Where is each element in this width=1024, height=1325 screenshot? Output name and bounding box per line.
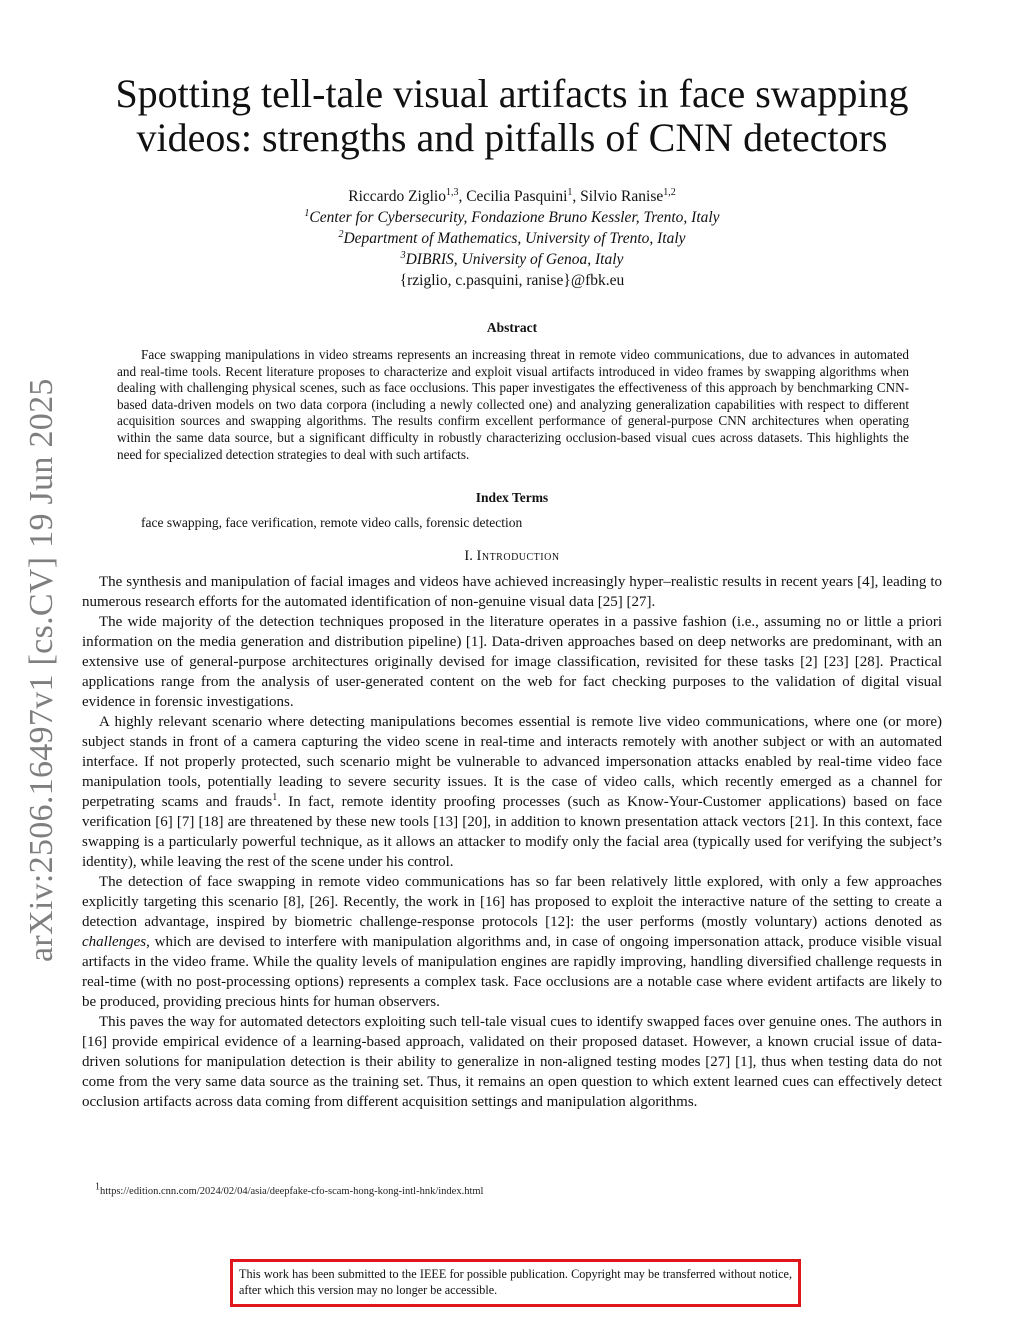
affiliation <box>82 228 942 249</box>
paragraph: The synthesis and manipulation of facial images and videos have achieved increasingly hyper–realistic results in recent years [4], leading to numerous research efforts for the automated identification of non-genuine visual data [25] [27]. <box>82 574 942 610</box>
title-line-2: videos: strengths and pitfalls of CNN detectors <box>136 115 888 160</box>
author-affiliation-marker: 1 <box>567 186 573 198</box>
author-name: Silvio Ranise <box>580 188 664 205</box>
index-terms-text: face swapping, face verification, remote video calls, forensic detection <box>141 515 523 530</box>
title-line-1: Spotting tell-tale visual artifacts in face swapping <box>115 71 909 116</box>
affiliation-text: Department of Mathematics, University of Trento, Italy <box>343 230 686 247</box>
affiliation-marker: 3 <box>400 249 406 261</box>
author-name: Riccardo Ziglio <box>348 188 446 205</box>
author-emails: {rziglio, c.pasquini, ranise}@fbk.eu <box>399 272 625 289</box>
paragraph <box>82 872 942 1012</box>
paragraph: This paves the way for automated detectors exploiting such tell-tale visual cues to identify swapped faces over genuine ones. The authors in [16] provide empirical evidence of a learning-based approach, validated on their proposed dataset. However, a known crucial issue of data-driven solutions for manipulation detection is their ability to generalize in non-aligned testing modes [27] [1], thus when testing data do not come from the very same data source as the training set. Thus, it remains an open question to which extent learned cues can effectively detect occlusion artifacts across data coming from different acquisition settings and manipulation algorithms. <box>82 1014 942 1110</box>
affiliation-text: DIBRIS, University of Genoa, Italy <box>405 251 624 268</box>
affiliation-text: Center for Cybersecurity, Fondazione Bruno Kessler, Trento, Italy <box>309 209 720 226</box>
footnote-marker: 1 <box>272 792 278 803</box>
author-list: Riccardo Ziglio$^{1,3}$, Cecilia Pasquini$^1$, Silvio Ranise$^{1,2}$ <box>348 186 676 205</box>
author-affiliation-marker: 1,3 <box>445 186 459 198</box>
author-affiliation-marker: 1,2 <box>663 186 676 198</box>
arxiv-identifier: arXiv:2506.16497v1 [cs.CV] 19 Jun 2025 <box>23 378 60 962</box>
section-number: I. <box>464 548 473 564</box>
paragraph-text: , which are devised to interfere with manipulation algorithms and, in case of ongoing impersonation attack, produce visible visual artifacts in the video frame. While the quality levels of manipulation engines are rapidly improving, handling diversified challenge requests in real-time (with no post-processing options) represents a complex task. Face occlusions are a notable case where evident artifacts are likely to be produced, providing precious hints for human observers. <box>82 934 942 1010</box>
footnote-link[interactable]: https://edition.cnn.com/2024/02/04/asia/deepfake-cfo-scam-hong-kong-intl-hnk/index.html <box>100 1186 484 1197</box>
paragraph-text: A highly relevant scenario where detecting manipulations becomes essential is remote live video communications, where one (or more) subject stands in front of a camera capturing the video scene in real-time and interacts remotely with another subject or with an automated interface. If not properly protected, such scenario might be vulnerable to advanced impersonation attacks enabled by real-time video face manipulation tools, potentially leading to severe security issues. It is the case of video calls, which recently emerged as a channel for perpetrating scams and frauds <box>82 714 942 810</box>
section-heading-introduction <box>82 548 942 565</box>
introduction-body <box>82 572 942 1112</box>
footnote <box>95 1181 484 1197</box>
abstract-heading: Abstract <box>486 320 538 335</box>
abstract-text: Face swapping manipulations in video streams represents an increasing threat in remote video communications, due to advances in automated and real-time tools. Recent literature proposes to characterize and exploit visual artifacts introduced in video frames by swapping algorithms when dealing with challenging physical scenes, such as face occlusions. This paper investigates the effectiveness of this approach by benchmarking CNN-based data-driven models on two data corpora (including a newly collected one) and analyzing generalization capabilities with respect to different acquisition sources and swapping algorithms. The results confirm excellent performance of general-purpose CNN architectures when operating within the same data source, but a significant difficulty in robustly characterizing occlusion-based visual cues across datasets. This highlights the need for specialized detection strategies to deal with such artifacts. <box>117 347 909 462</box>
index-terms-heading: Index Terms <box>475 490 549 505</box>
affiliation <box>82 249 942 270</box>
paragraph-text: . In fact, remote identity proofing processes (such as Know-Your-Customer applications) based on face verification [6] [7] [18] are threatened by these new tools [13] [20], in addition to known presentation attack vectors [21]. In this context, face swapping is a particularly powerful technique, as it allows an attacker to modify only the facial area (typically used for verifying the subject’s identity), while leaving the rest of the scene under his control. <box>82 794 942 870</box>
affiliation <box>82 207 942 228</box>
author-name: Cecilia Pasquini <box>466 188 568 205</box>
affiliation-marker: 1 <box>304 207 310 219</box>
footnote-marker: 1 <box>95 1181 100 1193</box>
paper-title <box>82 72 942 160</box>
paragraph-text: The detection of face swapping in remote video communications has so far been relatively little explored, with only a few approaches explicitly targeting this scenario [8], [26]. Recently, the work in [16] has proposed to exploit the interactive nature of the setting to create a detection advantage, inspired by biometric challenge-response protocols [12]: the user performs (mostly voluntary) actions denoted as <box>82 874 942 930</box>
affiliation-marker: 2 <box>338 228 344 240</box>
paragraph: The wide majority of the detection techniques proposed in the literature operates in a passive fashion (i.e., assuming no or little a priori information on the media generation and distribution pipeline) [1]. Data-driven approaches based on deep networks are predominant, with an extensive use of general-purpose architectures originally devised for image classification, revisited for these tasks [2] [23] [28]. Practical applications range from the analysis of user-generated content on the web for fact checking purposes to the validation of digital visual evidence in forensic investigations. <box>82 614 942 710</box>
emphasized-term: challenges <box>82 934 147 950</box>
section-title: Introduction <box>476 548 560 564</box>
author-block <box>82 186 942 291</box>
paragraph <box>82 712 942 872</box>
ieee-submission-notice: This work has been submitted to the IEEE for possible publication. Copyright may be transferred without notice, after which this version may no longer be accessible. <box>230 1259 801 1307</box>
